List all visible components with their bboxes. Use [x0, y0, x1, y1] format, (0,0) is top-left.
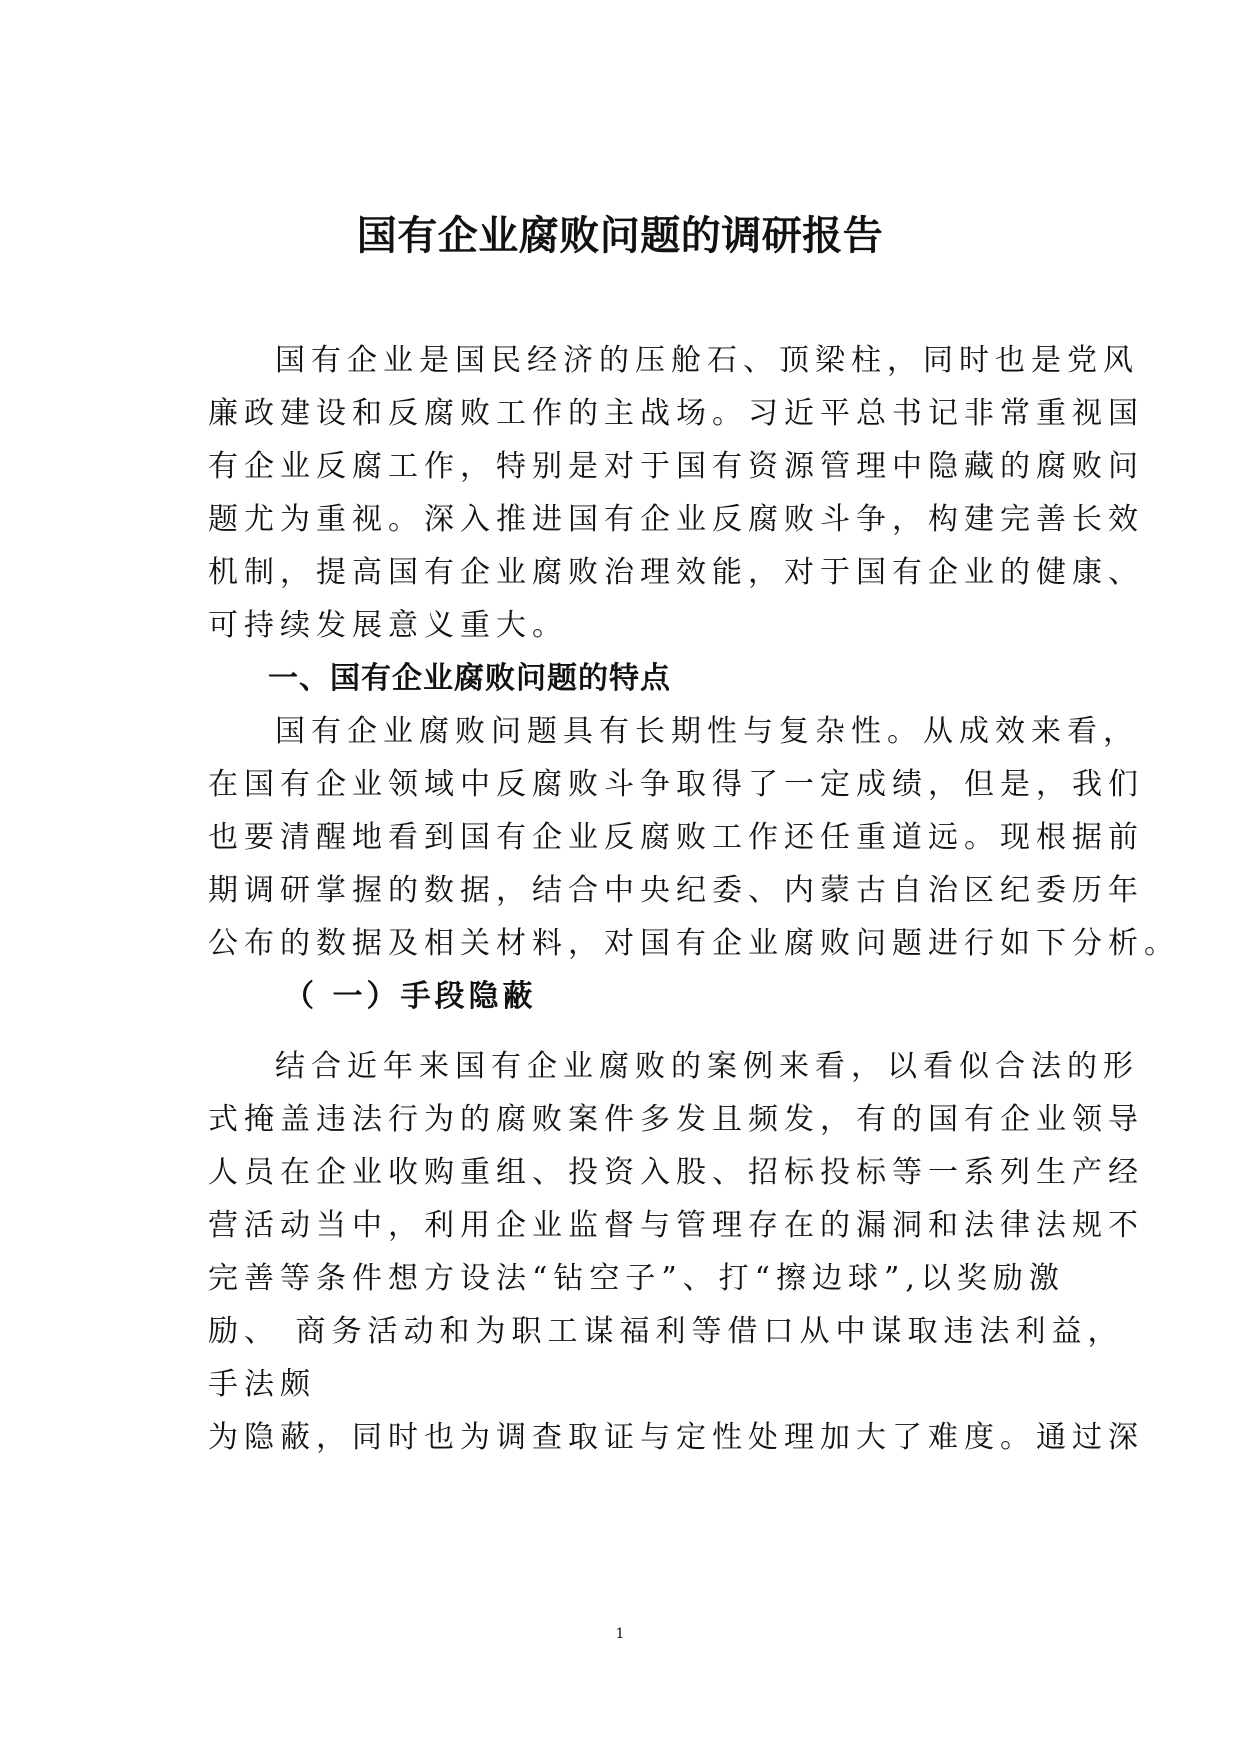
- document-body: [208, 334, 1180, 1464]
- intro-paragraph: [208, 334, 1144, 652]
- section-line: 期调研掌握的数据，结合中央纪委、内蒙古自治区纪委历年: [208, 873, 1144, 908]
- subsection-line: 励、 商务活动和为职工谋福利等借口从中谋取违法利益，: [208, 1314, 1124, 1349]
- section-heading: 一、国有企业腐败问题的特点: [268, 661, 671, 696]
- subsection-line: 手法颇: [208, 1367, 316, 1402]
- intro-line: 廉政建设和反腐败工作的主战场。习近平总书记非常重视国: [208, 396, 1144, 431]
- subsection-line: 人员在企业收购重组、投资入股、招标投标等一系列生产经: [208, 1155, 1144, 1190]
- subsection-paragraph: [208, 1040, 1144, 1464]
- intro-line: 有企业反腐工作，特别是对于国有资源管理中隐藏的腐败问: [208, 449, 1144, 484]
- subsection-line: 营活动当中，利用企业监督与管理存在的漏洞和法律法规不: [208, 1208, 1144, 1243]
- subsection-heading: （ 一）手段隐蔽: [284, 979, 537, 1014]
- intro-line: 题尤为重视。深入推进国有企业反腐败斗争，构建完善长效: [208, 502, 1144, 537]
- subsection-line: 完善等条件想方设法“钻空子”、打“擦边球”,以奖励激: [208, 1261, 1065, 1296]
- section-line: 也要清醒地看到国有企业反腐败工作还任重道远。现根据前: [208, 820, 1144, 855]
- document-title: 国有企业腐败问题的调研报告: [356, 213, 884, 259]
- subsection-line: 结合近年来国有企业腐败的案例来看，以看似合法的形: [275, 1049, 1139, 1084]
- section-line: 在国有企业领域中反腐败斗争取得了一定成绩，但是，我们: [208, 767, 1144, 802]
- section-line: 公布的数据及相关材料，对国有企业腐败问题进行如下分析。: [208, 926, 1180, 961]
- intro-line: 可持续发展意义重大。: [208, 608, 568, 643]
- intro-line: 机制，提高国有企业腐败治理效能，对于国有企业的健康、: [208, 555, 1144, 590]
- subsection-line: 式掩盖违法行为的腐败案件多发且频发，有的国有企业领导: [208, 1102, 1144, 1137]
- subsection-line: 为隐蔽，同时也为调查取证与定性处理加大了难度。通过深: [208, 1420, 1144, 1455]
- section-paragraph: [208, 705, 1180, 970]
- page-number: 1: [615, 1626, 625, 1642]
- section-line: 国有企业腐败问题具有长期性与复杂性。从成效来看，: [275, 714, 1139, 749]
- intro-line: 国有企业是国民经济的压舱石、顶梁柱，同时也是党风: [275, 343, 1139, 378]
